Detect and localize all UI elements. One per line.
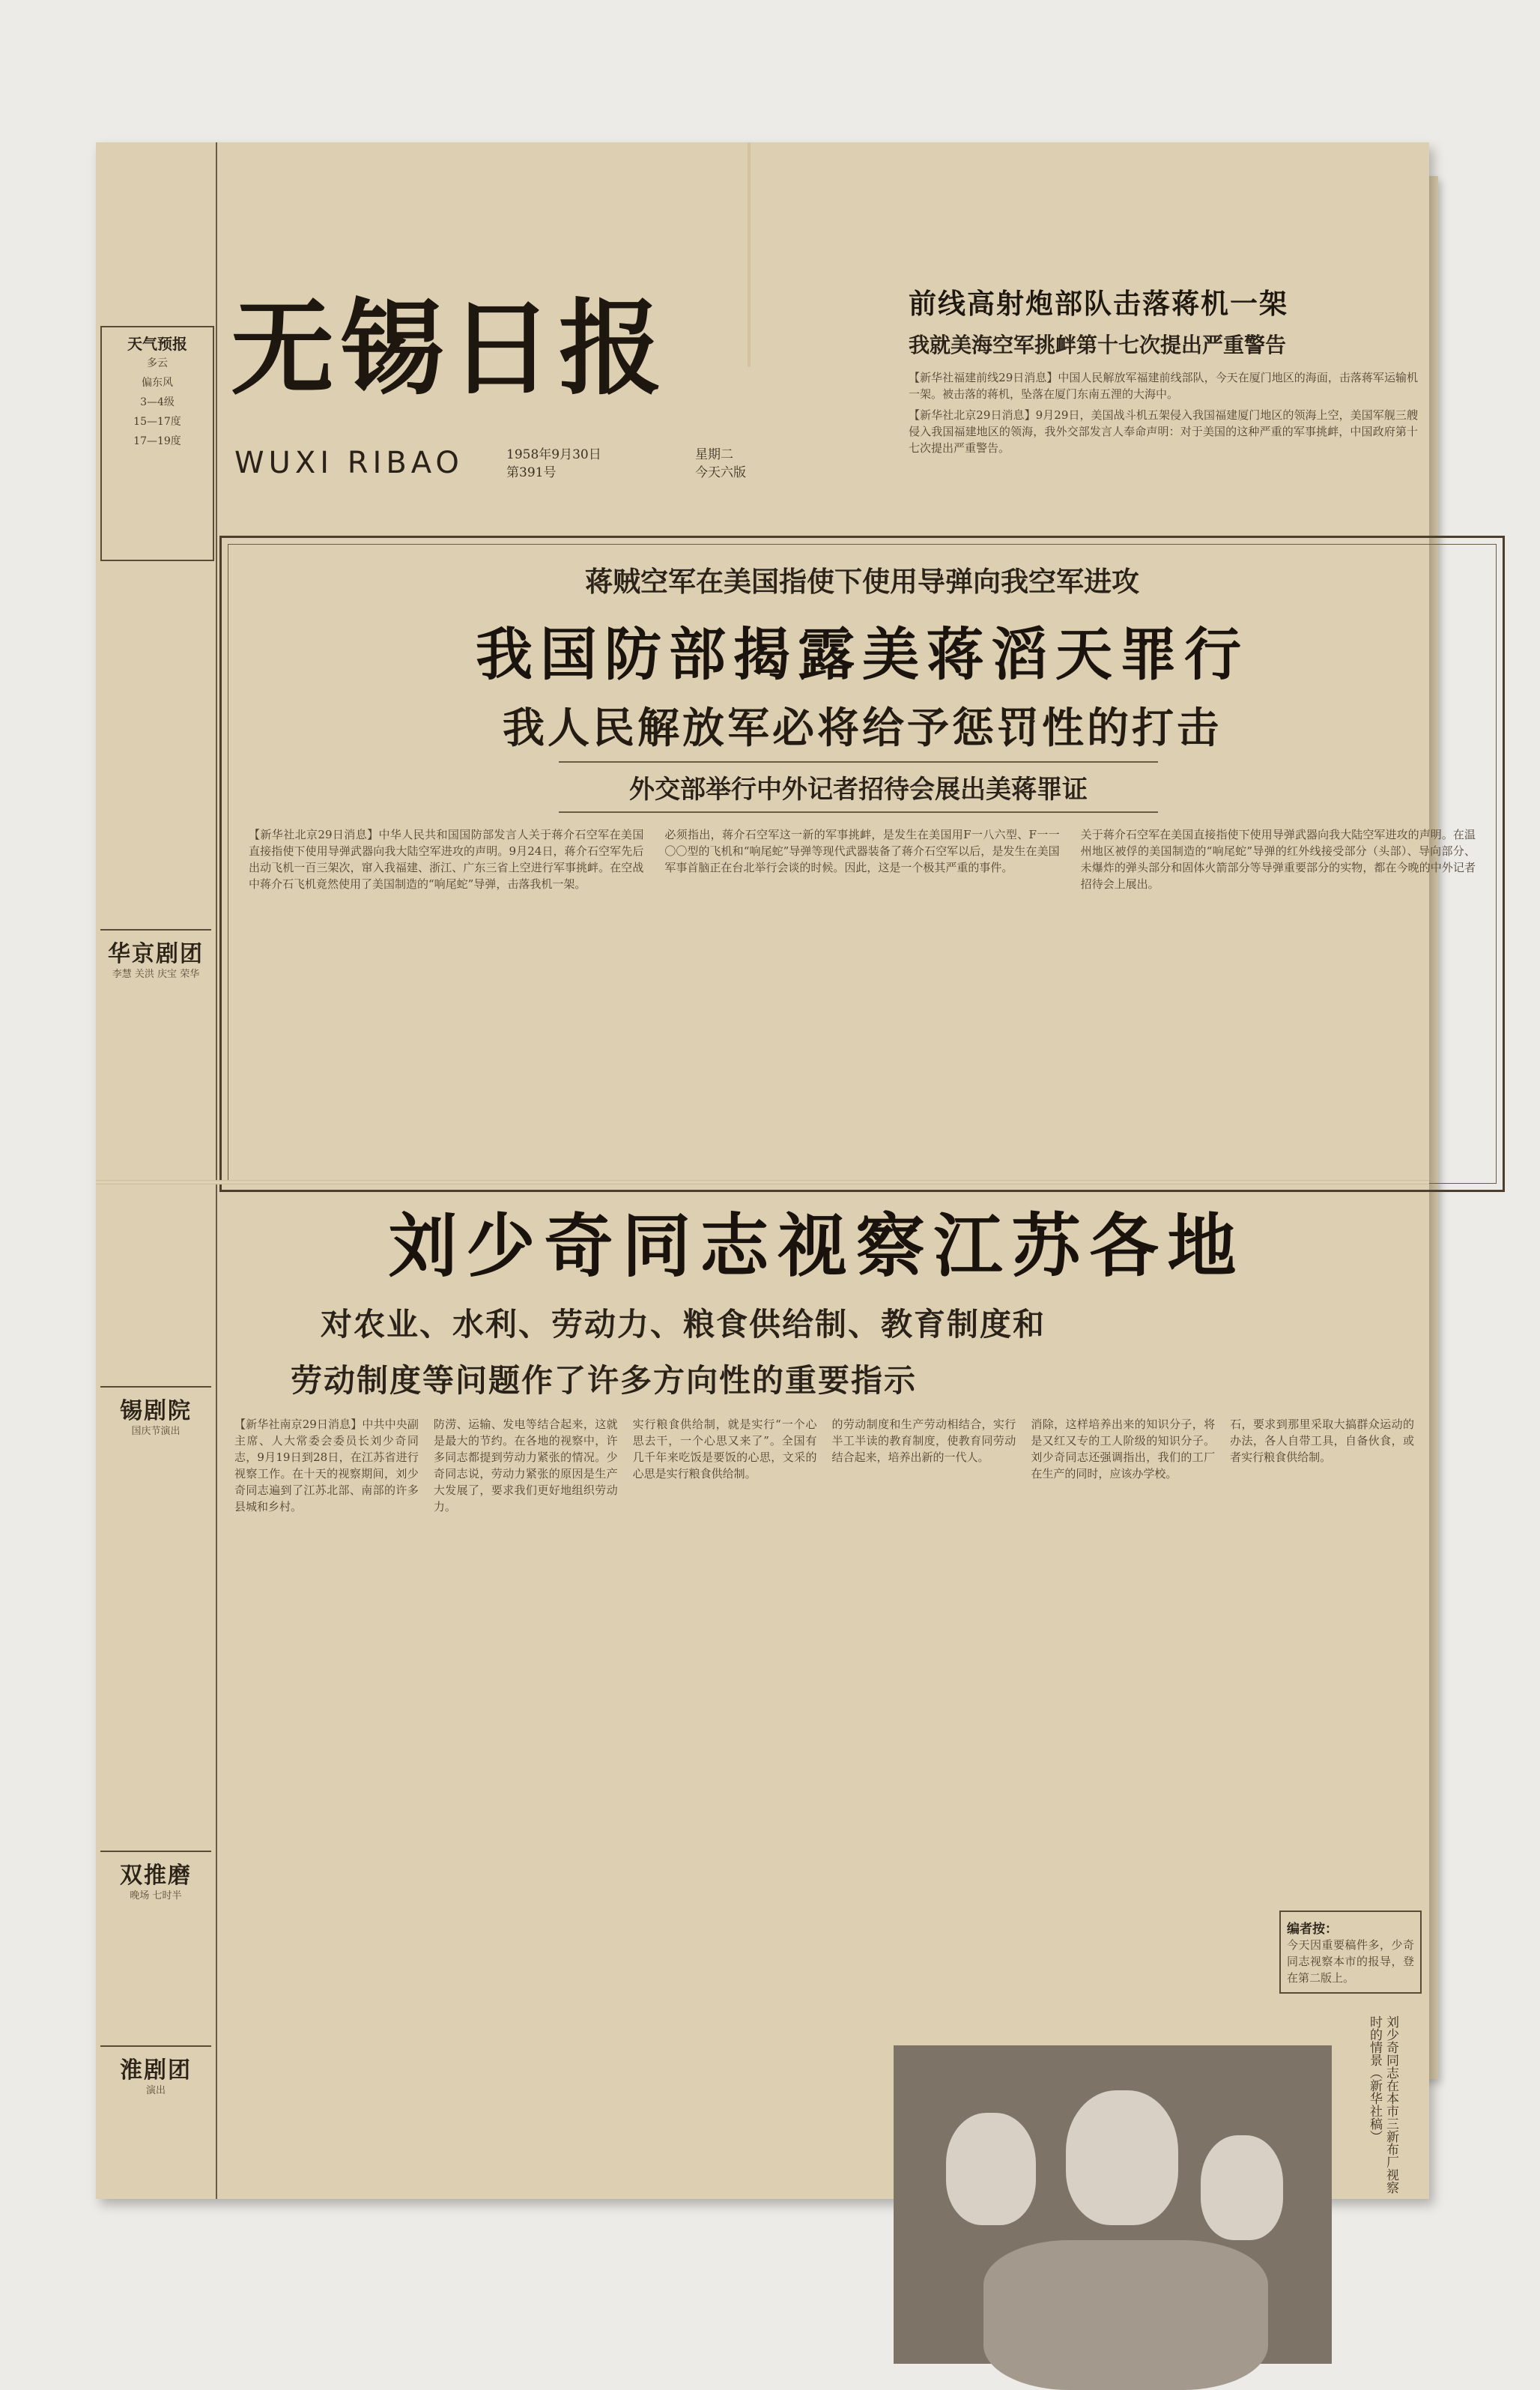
- theater-ad: [100, 1386, 211, 1438]
- photo-crowd: [983, 2240, 1268, 2390]
- photo-caption: 刘少奇同志在本市三新布厂视察时的情景（新华社稿）: [1367, 2015, 1398, 2194]
- weather-line: 3—4级: [140, 396, 175, 408]
- main-column: 的劳动制度和生产劳动相结合，实行半工半读的教育制度，使教育同劳动结合起来，培养出新的一代人。: [831, 1418, 1016, 1464]
- photo-figure: [946, 2113, 1036, 2225]
- top-headline: 前线高射炮部队击落蒋机一架: [909, 287, 1288, 320]
- main-column: 防涝、运输、发电等结合起来，这就是最大的节约。在各地的视察中，许多同志都提到劳动力紧张的情况。少奇同志说，劳动力紧张的原因是生产大发展了，要求我们更好地组织劳动力。: [433, 1418, 618, 1513]
- main-subhead-1: 对农业、水利、劳动力、粮食供给制、教育制度和: [321, 1306, 1046, 1343]
- masthead-weekday: [695, 446, 746, 482]
- weather-line: 多云: [147, 357, 168, 369]
- weather-line: 15—17度: [133, 416, 181, 428]
- ad-title: 锡剧院: [120, 1398, 192, 1424]
- theater-ad: [100, 1851, 211, 1903]
- editor-note-text: 今天因重要稿件多，少奇同志视察本市的报导，登在第二版上。: [1287, 1938, 1414, 1985]
- ad-title: 淮剧团: [120, 2057, 192, 2084]
- boxed-headline: 我国防部揭露美蒋滔天罪行: [476, 621, 1249, 688]
- ad-title: 双推磨: [120, 1863, 192, 1889]
- masthead-dateline: [506, 446, 601, 482]
- ad-meta: 李慧 关洪 庆宝 荣华: [112, 969, 200, 980]
- newspaper-page: [96, 142, 1476, 2199]
- boxed-headline-2: 我人民解放军必将给予惩罚性的打击: [503, 704, 1222, 753]
- boxed-columns: [249, 826, 1476, 892]
- main-column: 消除，这样培养出来的知识分子，将是又红又专的工人阶级的知识分子。刘少奇同志还强调指出，我们的工厂在生产的同时，应该办学校。: [1031, 1418, 1216, 1480]
- boxed-column: 必须指出，蒋介石空军这一新的军事挑衅，是发生在美国用F一八六型、F一一〇〇型的飞机和“响尾蛇”导弹等现代武器装备了蒋介石空军以后，是发生在美国军事首脑正在台北举行会谈的时候。因此，这是一个极其严重的事件。: [664, 828, 1060, 874]
- top-subhead: 我就美海空军挑衅第十七次提出严重警告: [909, 333, 1287, 357]
- issue-date: 1958年9月30日: [506, 447, 601, 462]
- weather-line: 17—19度: [133, 435, 181, 447]
- boxed-story: [219, 536, 1505, 1192]
- ad-title: 华京剧团: [108, 941, 204, 967]
- top-body-1: 【新华社福建前线29日消息】中国人民解放军福建前线部队，今天在厦门地区的海面，击落蒋军运输机一架。被击落的蒋机，坠落在厦门东南五浬的大海中。: [909, 371, 1418, 401]
- main-headline: 刘少奇同志视察江苏各地: [388, 1205, 1246, 1286]
- boxed-kicker: 蒋贼空军在美国指使下使用导弹向我空军进攻: [585, 565, 1139, 598]
- ad-meta: 晚场 七时半: [130, 1890, 182, 1902]
- photo-figure: [1201, 2135, 1283, 2240]
- weather-title: 天气预报: [127, 335, 187, 353]
- issue-number: 第391号: [506, 465, 557, 480]
- editor-note-title: 编者按：: [1287, 1922, 1338, 1937]
- masthead-roman: WUXI RIBAO: [234, 446, 464, 480]
- main-columns: [234, 1416, 1414, 1515]
- ad-meta: 演出: [145, 2085, 166, 2096]
- theater-ad: [100, 929, 211, 981]
- boxed-subhead: 外交部举行中外记者招待会展出美蒋罪证: [559, 761, 1158, 813]
- boxed-column: 关于蒋介石空军在美国直接指使下使用导弹武器向我大陆空军进攻的声明。在温州地区被俘的美国制造的“响尾蛇”导弹的红外线接受部分（头部）、导向部分、未爆炸的弹头部分和固体火箭部分等导弹重要部分的实物，都在今晚的中外记者招待会上展出。: [1080, 828, 1476, 891]
- masthead-title: 无锡日报: [231, 287, 669, 409]
- ad-meta: 国庆节演出: [131, 1426, 181, 1437]
- theater-ad: [100, 2045, 211, 2098]
- main-column: 实行粮食供给制，就是实行“一个心思去干，一个心思又来了”。全国有几千年来吃饭是要饭的心思，文采的心思是实行粮食供给制。: [632, 1418, 817, 1480]
- top-story: [909, 281, 1418, 456]
- weekday: 星期二: [695, 447, 733, 462]
- top-body-2: 【新华社北京29日消息】9月29日，美国战斗机五架侵入我国福建厦门地区的领海上空，美国军舰三艘侵入我国福建地区的领海，我外交部发言人奉命声明：对于美国的这种严重的军事挑衅，中国政府第十七次提出严重警告。: [909, 408, 1418, 455]
- main-subhead-2: 劳动制度等问题作了许多方向性的重要指示: [291, 1362, 918, 1399]
- news-photo: [894, 2045, 1332, 2364]
- weather-line: 偏东风: [142, 377, 173, 389]
- weather-box: [100, 326, 214, 561]
- left-column: [96, 142, 217, 2199]
- horizontal-fold: [96, 1180, 1429, 1185]
- main-column: 【新华社南京29日消息】中共中央副主席、人大常委会委员长刘少奇同志，9月19日到28日，在江苏省进行视察工作。在十天的视察期间，刘少奇同志遍到了江苏北部、南部的许多县城和乡村。: [234, 1418, 419, 1513]
- main-column: 石，要求到那里采取大搞群众运动的办法，各人自带工具，自备伙食，或者实行粮食供给制。: [1230, 1418, 1414, 1464]
- editor-note: [1279, 1911, 1422, 1994]
- page-count: 今天六版: [695, 465, 746, 480]
- boxed-column: 【新华社北京29日消息】中华人民共和国国防部发言人关于蒋介石空军在美国直接指使下使用导弹武器向我大陆空军进攻的声明。9月24日，蒋介石空军先后出动飞机一百三架次，窜入我福建、浙江、广东三省上空进行军事挑衅。在空战中蒋介石飞机竟然使用了美国制造的“响尾蛇”导弹，击落我机一架。: [249, 828, 644, 891]
- vertical-fold: [748, 142, 751, 367]
- photo-figure: [1066, 2090, 1178, 2225]
